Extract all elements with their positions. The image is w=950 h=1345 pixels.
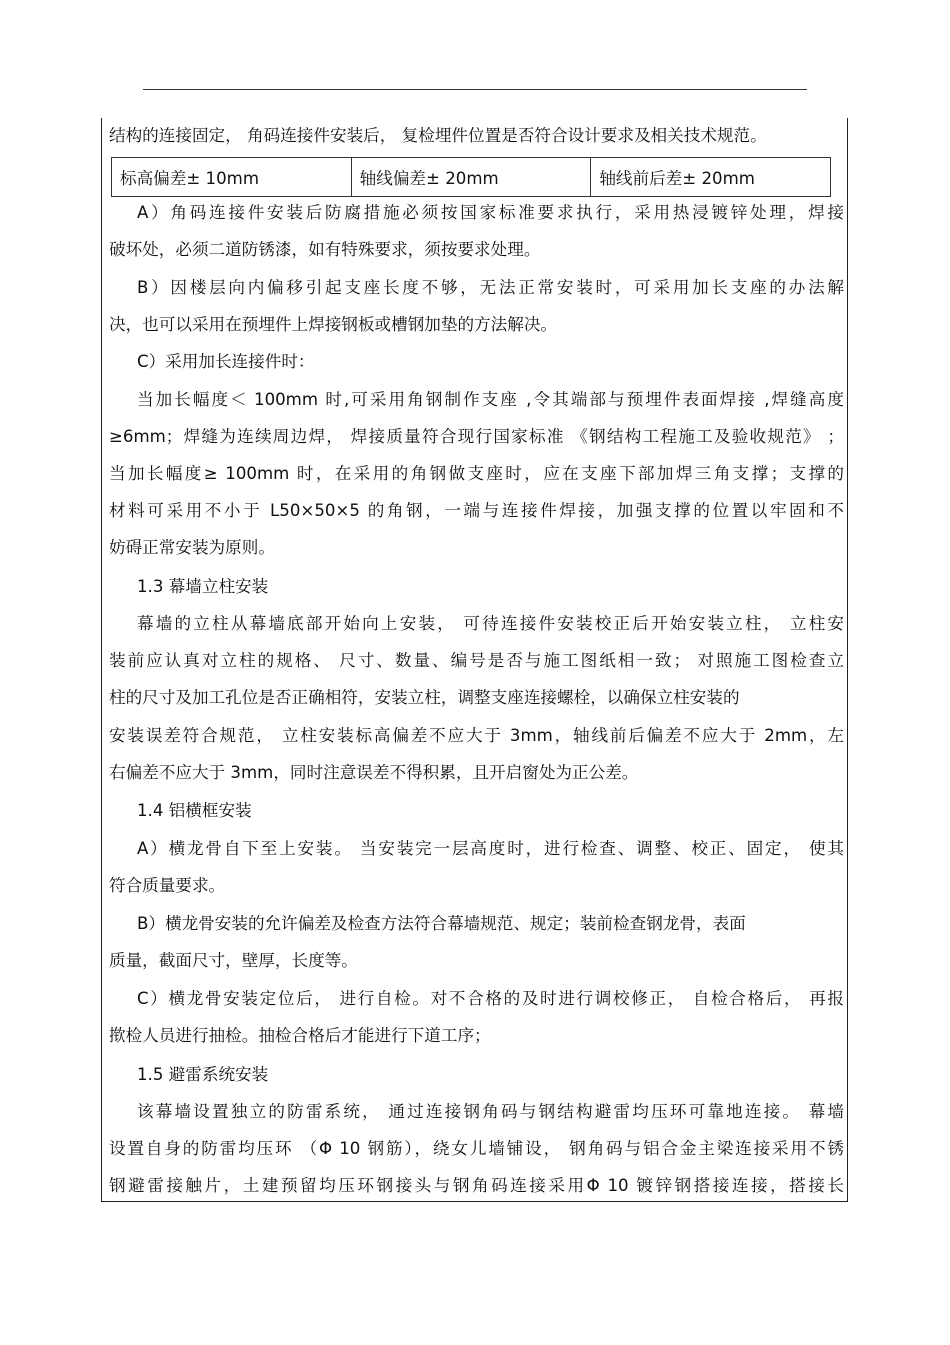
text-line: 符合质量要求。 [109, 876, 226, 895]
table-row [112, 158, 831, 197]
text-line: 幕墙的立柱从幕墙底部开始向上安装， 可待连接件安装校正后开始安装立柱， 立柱安 [137, 614, 844, 633]
tolerance-axis: 轴线偏差± 20mm [351, 158, 591, 197]
text-line: ≥6mm；焊缝为连续周边焊， 焊接质量符合现行国家标准 《钢结构工程施工及验收规范》 ； [109, 427, 844, 446]
text-line: A）横龙骨自下至上安装。 当安装完一层高度时，进行检查、调整、校正、固定， 使其 [137, 839, 844, 858]
text-line: 决，也可以采用在预埋件上焊接钢板或槽钢加垫的方法解决。 [109, 315, 558, 334]
text-line: 右偏差不应大于 3mm，同时注意误差不得积累，且开启窗处为正公差。 [109, 763, 639, 782]
text-line: 设置自身的防雷均压环 （Φ 10 钢筋），绕女儿墙铺设， 钢角码与铝合金主梁连接采用不锈 [109, 1139, 844, 1158]
text-line: 当加长幅度＜ 100mm 时,可采用角钢制作支座 ,令其端部与预埋件表面焊接 ,焊缝高度 [137, 390, 844, 409]
text-line: 揿检人员进行抽检。抽检合格后才能进行下道工序； [109, 1026, 491, 1045]
tolerance-front-back: 轴线前后差± 20mm [591, 158, 831, 197]
tolerance-table [111, 157, 831, 197]
text-line: 安装误差符合规范， 立柱安装标高偏差不应大于 3mm，轴线前后偏差不应大于 2mm，左 [109, 726, 844, 745]
text-line: 材料可采用不小于 L50×50×5 的角钢，一端与连接件焊接，加强支撑的位置以牢固和不 [109, 501, 844, 520]
text-line: 该幕墙设置独立的防雷系统， 通过连接钢角码与钢结构避雷均压环可靠地连接。 幕墙 [137, 1102, 844, 1121]
text-line: 装前应认真对立柱的规格、 尺寸、数量、编号是否与施工图纸相一致； 对照施工图检查立 [109, 651, 844, 670]
text-line: C）横龙骨安装定位后， 进行自检。对不合格的及时进行调校修正， 自检合格后， 再报 [137, 989, 844, 1008]
text-line: 钢避雷接触片，土建预留均压环钢接头与钢角码连接采用Φ 10 镀锌钢搭接连接，搭接长 [109, 1176, 844, 1195]
text-line: 破坏处，必须二道防锈漆，如有特殊要求，须按要求处理。 [109, 240, 541, 259]
text-line: 妨碍正常安装为原则。 [109, 538, 275, 557]
text-line: 1.3 幕墙立柱安装 [137, 577, 269, 596]
text-line: B）因楼层向内偏移引起支座长度不够，无法正常安装时，可采用加长支座的办法解 [137, 278, 844, 297]
header-rule [143, 89, 807, 90]
text-line: 1.5 避雷系统安装 [137, 1065, 269, 1084]
text-line: A）角码连接件安装后防腐措施必须按国家标准要求执行，采用热浸镀锌处理，焊接 [137, 203, 844, 222]
intro-line: 结构的连接固定， 角码连接件安装后， 复检埋件位置是否符合设计要求及相关技术规范。 [109, 126, 767, 145]
text-line: 当加长幅度≥ 100mm 时，在采用的角钢做支座时，应在支座下部加焊三角支撑；支撑的 [109, 464, 844, 483]
text-line: 柱的尺寸及加工孔位是否正确相符，安装立柱，调整支座连接螺栓，以确保立柱安装的 [109, 688, 740, 707]
text-line: 质量，截面尺寸，壁厚，长度等。 [109, 951, 358, 970]
text-line: 1.4 铝横框安装 [137, 801, 252, 820]
text-line: C）采用加长连接件时： [137, 352, 315, 371]
tolerance-elevation: 标高偏差± 10mm [112, 158, 352, 197]
text-line: B）横龙骨安装的允许偏差及检查方法符合幕墙规范、规定；装前检查钢龙骨，表面 [137, 914, 746, 933]
